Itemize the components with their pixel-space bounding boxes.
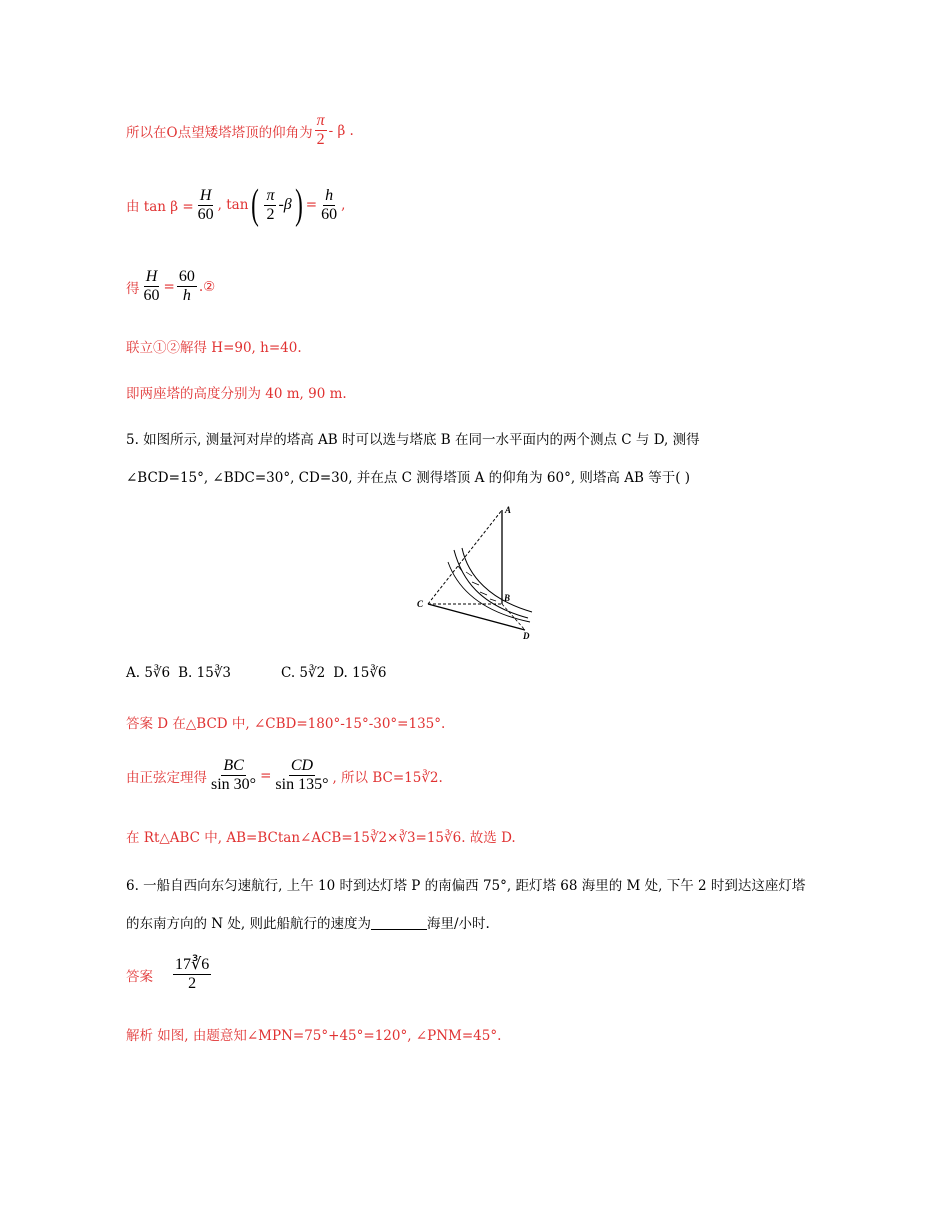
text: 所以在O点望矮塔塔顶的仰角为 [126, 124, 313, 141]
option-a: A. 5∛6 [126, 665, 171, 681]
numerator: π [316, 112, 325, 129]
fraction-H-over-60 [196, 187, 216, 224]
fraction-h-over-60 [319, 187, 339, 224]
text-mid: , tan [217, 197, 249, 213]
dashed-line-BD [502, 604, 525, 630]
answer-label: 答案 [126, 968, 153, 985]
numerator: 60 [178, 268, 195, 285]
text: 的东南方向的 N 处, 则此船航行的速度为 [126, 916, 371, 932]
numerator: BC [223, 757, 244, 774]
denominator: 60 [143, 287, 160, 304]
denominator: sin 135° [275, 776, 329, 793]
equals: = [260, 767, 272, 784]
solution-line-result: 联立①②解得 H=90, h=40. [126, 340, 302, 356]
denominator: 2 [316, 131, 325, 148]
question-5-sine-law [126, 757, 443, 794]
numerator: h [325, 186, 334, 204]
numerator: π [266, 186, 275, 204]
question-6-answer [126, 956, 213, 993]
text: 由 tan β = [126, 199, 194, 215]
denominator: 2 [188, 975, 197, 992]
tower-river-figure [410, 500, 540, 645]
denominator: 60 [197, 205, 214, 223]
solution-line-heights: 即两座塔的高度分别为 40 m, 90 m. [126, 386, 347, 402]
answer-blank [371, 915, 427, 930]
question-5-line-2: ∠BCD=15°, ∠BDC=30°, CD=30, 并在点 C 测得塔顶 A 的仰角为 60°, 则塔高 AB 等于( ) [126, 470, 691, 486]
denominator: sin 30° [211, 776, 257, 793]
fraction-BC-over-sin30 [209, 757, 258, 794]
fraction-CD-over-sin135 [273, 757, 330, 794]
label-B: B [504, 593, 511, 603]
numerator: 17∛6 [175, 956, 210, 973]
right-paren: ) [294, 182, 303, 228]
text-tail: .② [198, 278, 216, 295]
fraction-60-over-h [177, 268, 197, 305]
text: 得 [126, 280, 140, 297]
text-tail: 海里/小时. [426, 916, 490, 932]
solution-line-elevation-angle [126, 112, 354, 149]
minus-beta: -β [278, 196, 292, 213]
left-paren: ( [251, 182, 260, 228]
fraction-answer [173, 956, 211, 993]
river-bank-upper [454, 550, 528, 618]
question-6-analysis: 解析 如图, 由题意知∠MPN=75°+45°=120°, ∠PNM=45°. [126, 1028, 502, 1044]
question-5-line-1: 5. 如图所示, 测量河对岸的塔高 AB 时可以选与塔底 B 在同一水平面内的两个测点 C 与 D, 测得 [126, 432, 700, 448]
fraction-pi-over-2 [264, 187, 276, 224]
option-b: B. 15∛3 [178, 665, 231, 681]
denominator: 2 [266, 205, 275, 223]
question-6-line-2 [126, 912, 490, 932]
equals: = [163, 278, 175, 295]
denominator: h [182, 287, 191, 304]
numerator: H [145, 268, 158, 285]
denominator: 60 [321, 205, 338, 223]
comma: , [341, 197, 346, 213]
question-6-line-1: 6. 一船自西向东匀速航行, 上午 10 时到达灯塔 P 的南偏西 75°, 距灯塔 68 海里的 M 处, 下午 2 时到达这座灯塔 [126, 878, 806, 894]
numerator: H [199, 186, 212, 204]
text-tail: - β . [328, 122, 354, 139]
equals: = [305, 197, 318, 213]
option-d: D. 15∛6 [333, 665, 387, 681]
option-c: C. 5∛2 [281, 665, 326, 681]
label-C: C [417, 599, 424, 609]
question-5-answer: 答案 D 在△BCD 中, ∠CBD=180°-15°-30°=135°. [126, 716, 446, 732]
label-D: D [523, 631, 530, 641]
river-hatching [458, 566, 496, 601]
question-5-right-triangle: 在 Rt△ABC 中, AB=BCtan∠ACB=15∛2×∛3=15∛6. 故选 D. [126, 830, 516, 846]
text: 由正弦定理得 [126, 769, 207, 786]
label-A: A [505, 505, 512, 515]
solution-line-ratio [126, 268, 215, 305]
fraction-pi-over-2 [315, 112, 327, 149]
numerator: CD [290, 757, 314, 774]
text-tail: , 所以 BC=15∛2. [332, 769, 443, 786]
fraction-H-over-60 [142, 268, 162, 305]
solution-line-tan [126, 184, 345, 226]
river-bank-lower [462, 548, 532, 612]
question-5-options [126, 665, 387, 681]
